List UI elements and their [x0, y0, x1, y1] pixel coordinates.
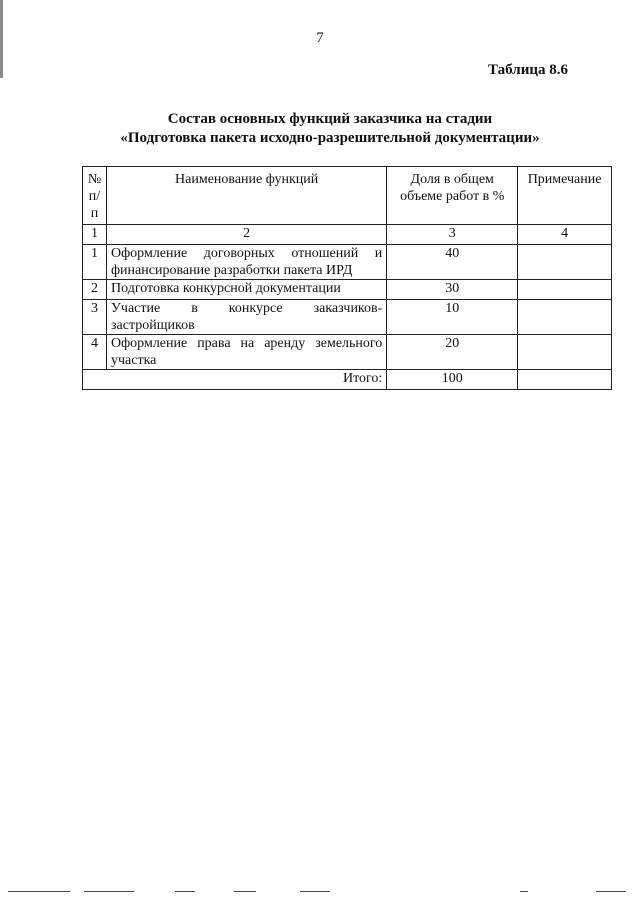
footer-rule [84, 891, 134, 892]
header-function-name: Наименование функций [106, 167, 386, 225]
function-name: Подготовка конкурсной документации [106, 280, 386, 300]
function-name: Участие в конкурсе заказчиков-застройщиков [106, 300, 386, 335]
row-number: 3 [83, 300, 107, 335]
document-title [0, 110, 640, 148]
total-note-cell [518, 370, 612, 390]
header-note: Примечание [518, 167, 612, 225]
footer-rule [520, 891, 528, 892]
row-number: 1 [83, 245, 107, 280]
footer-rule [175, 891, 195, 892]
share-value: 10 [387, 300, 518, 335]
table-label: Таблица 8.6 [488, 62, 568, 78]
function-name: Оформление договорных отношений и финансирование разработки пакета ИРД [106, 245, 386, 280]
column-index: 2 [106, 225, 386, 245]
share-value: 30 [387, 280, 518, 300]
column-index: 4 [518, 225, 612, 245]
page-number: 7 [316, 30, 324, 46]
column-index-row [83, 225, 612, 245]
table-row [83, 280, 612, 300]
table-header-row [83, 167, 612, 225]
header-share: Доля в общем объеме работ в % [387, 167, 518, 225]
function-name: Оформление права на аренду земельного участка [106, 335, 386, 370]
footer-rule [234, 891, 256, 892]
row-number: 2 [83, 280, 107, 300]
footer-rule [300, 891, 330, 892]
total-value: 100 [387, 370, 518, 390]
functions-table [82, 166, 612, 390]
document-title-line-1: Состав основных функций заказчика на стадии [167, 111, 493, 127]
total-label: Итого: [83, 370, 387, 390]
header-number: № п/п [83, 167, 107, 225]
note-cell [518, 335, 612, 370]
table-row [83, 245, 612, 280]
column-index: 3 [387, 225, 518, 245]
table-row [83, 300, 612, 335]
document-title-line-2: «Подготовка пакета исходно-разрешительной документации» [120, 130, 540, 146]
note-cell [518, 280, 612, 300]
column-index: 1 [83, 225, 107, 245]
share-value: 40 [387, 245, 518, 280]
table-row [83, 335, 612, 370]
total-row [83, 370, 612, 390]
footer-rule [596, 891, 626, 892]
share-value: 20 [387, 335, 518, 370]
note-cell [518, 245, 612, 280]
row-number: 4 [83, 335, 107, 370]
note-cell [518, 300, 612, 335]
footer-rule [8, 891, 70, 892]
